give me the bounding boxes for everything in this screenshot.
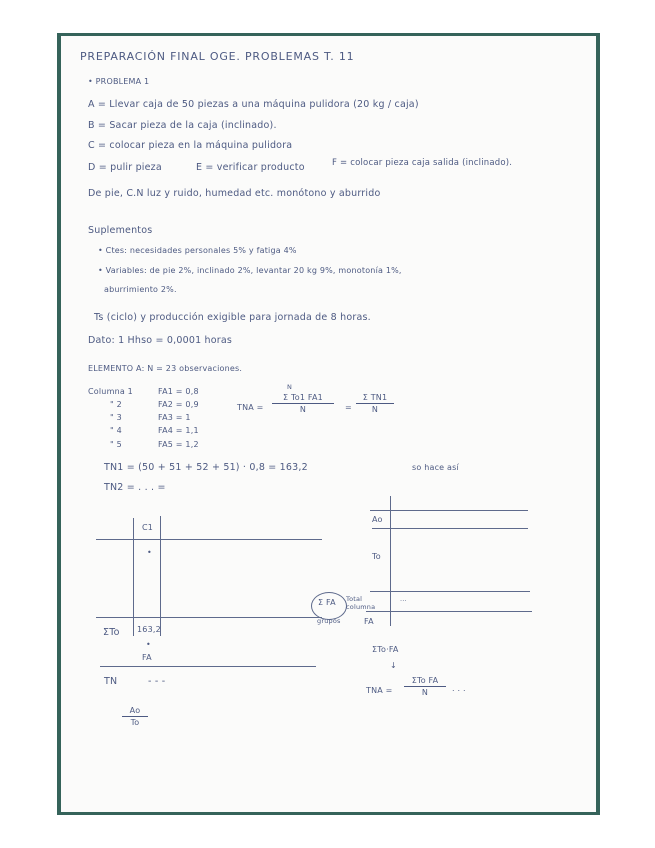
left-to: To <box>130 718 140 727</box>
element-e-line: E = verificar producto <box>196 162 305 173</box>
right-table-vline <box>390 496 391 626</box>
column-1-label: Columna 1 <box>88 387 133 396</box>
right-table-fa: FA <box>364 617 374 626</box>
page-bottom-border <box>57 812 600 815</box>
right-table-bottom-rule <box>366 611 532 612</box>
supplements-boredom: aburrimiento 2%. <box>104 285 177 294</box>
element-a-heading: ELEMENTO A: N = 23 observaciones. <box>88 364 243 373</box>
element-c-line: C = colocar pieza en la máquina pulidora <box>88 140 293 151</box>
right-arrow: ↓ <box>390 661 397 670</box>
page-title: PREPARACIÓN FINAL OGE. PROBLEMAS T. 11 <box>80 50 355 63</box>
element-a-line: A = Llevar caja de 50 piezas a una máquina pulidora (20 kg / caja) <box>88 99 419 110</box>
right-table-mid-rule <box>370 591 530 592</box>
left-ao-to-fraction <box>122 706 148 727</box>
supplements-variables: • Variables: de pie 2%, inclinado 2%, levantar 20 kg 9%, monotonía 1%, <box>98 266 402 275</box>
right-sum-expression: ΣTo·FA <box>372 645 399 654</box>
supplements-constants: • Ctes: necesidades personales 5% y fatiga 4% <box>98 246 297 255</box>
problem-label: • PROBLEMA 1 <box>88 77 150 86</box>
right-table-to: To <box>372 552 381 561</box>
right-tna-lhs: TNA = <box>366 686 393 695</box>
ts-line: Ts (ciclo) y producción exigible para jornada de 8 horas. <box>94 312 371 323</box>
left-table-sum-value: 163,2 <box>137 625 161 634</box>
column-4-fa: FA4 = 1,1 <box>158 426 199 435</box>
right-table-top-rule <box>370 510 528 511</box>
formula-numerator-1: Σ To1 FA1 <box>283 393 323 402</box>
formula-lhs: TNA = <box>237 403 264 412</box>
tn1-calculation: TN1 = (50 + 51 + 52 + 51) · 0,8 = 163,2 <box>104 462 308 473</box>
column-2-label: " 2 <box>110 400 122 409</box>
formula-numerator-2: Σ TN1 <box>362 393 388 402</box>
left-ao: Ao <box>129 706 141 715</box>
column-2-fa: FA2 = 0,9 <box>158 400 199 409</box>
left-table-fa-dot: • <box>146 640 151 649</box>
page-top-border <box>57 33 600 36</box>
right-tna-tail: . . . <box>452 684 466 693</box>
left-table-tn-dashes: - - - <box>148 676 166 687</box>
right-table-total-value: ... <box>400 595 407 603</box>
dato-line: Dato: 1 Hhso = 0,0001 horas <box>88 335 233 346</box>
conditions-line: De pie, C.N luz y ruido, humedad etc. monótono y aburrido <box>88 188 381 199</box>
right-tna-fraction <box>404 676 446 697</box>
column-5-fa: FA5 = 1,2 <box>158 440 199 449</box>
left-table-vline-2 <box>160 516 161 636</box>
column-5-label: " 5 <box>110 440 122 449</box>
left-table-dot: • <box>147 548 152 557</box>
right-table-total-label: Total columna <box>346 595 376 611</box>
tn2-calculation: TN2 = . . . = <box>104 482 166 493</box>
right-table-sigma: Σ FA <box>318 598 336 607</box>
left-table-fa: FA <box>142 653 152 662</box>
column-4-label: " 4 <box>110 426 122 435</box>
formula-equals: = <box>345 403 352 412</box>
column-3-label: " 3 <box>110 413 122 422</box>
right-table-grupos: grupos <box>317 617 341 625</box>
right-tna-denominator: N <box>421 688 429 697</box>
supplements-heading: Suplementos <box>88 225 153 236</box>
left-table-fa-rule <box>100 666 316 667</box>
formula-sum-top: N <box>287 383 293 391</box>
note-so-hace-asi: so hace así <box>412 463 459 472</box>
column-1-fa: FA1 = 0,8 <box>158 387 199 396</box>
left-table-tn: TN <box>104 676 118 687</box>
left-table-sum-label: ΣTo <box>103 627 120 638</box>
element-b-line: B = Sacar pieza de la caja (inclinado). <box>88 120 277 131</box>
sigma-circle <box>311 592 347 620</box>
formula-fraction-2 <box>356 393 394 414</box>
left-table-c1-header: C1 <box>142 523 154 532</box>
formula-denominator-1: N <box>299 405 307 414</box>
right-table-header-rule <box>372 528 528 529</box>
left-table-vline-1 <box>133 518 134 636</box>
element-f-line: F = colocar pieza caja salida (inclinado). <box>332 158 513 168</box>
right-tna-numerator: ΣTo FA <box>411 676 439 685</box>
element-d-line: D = pulir pieza <box>88 162 162 173</box>
left-table-sum-rule <box>96 617 322 618</box>
left-table-header-rule <box>96 539 322 540</box>
formula-denominator-2: N <box>371 405 379 414</box>
right-table-ao: Ao <box>372 515 383 524</box>
formula-fraction-1 <box>272 393 334 414</box>
column-3-fa: FA3 = 1 <box>158 413 191 422</box>
